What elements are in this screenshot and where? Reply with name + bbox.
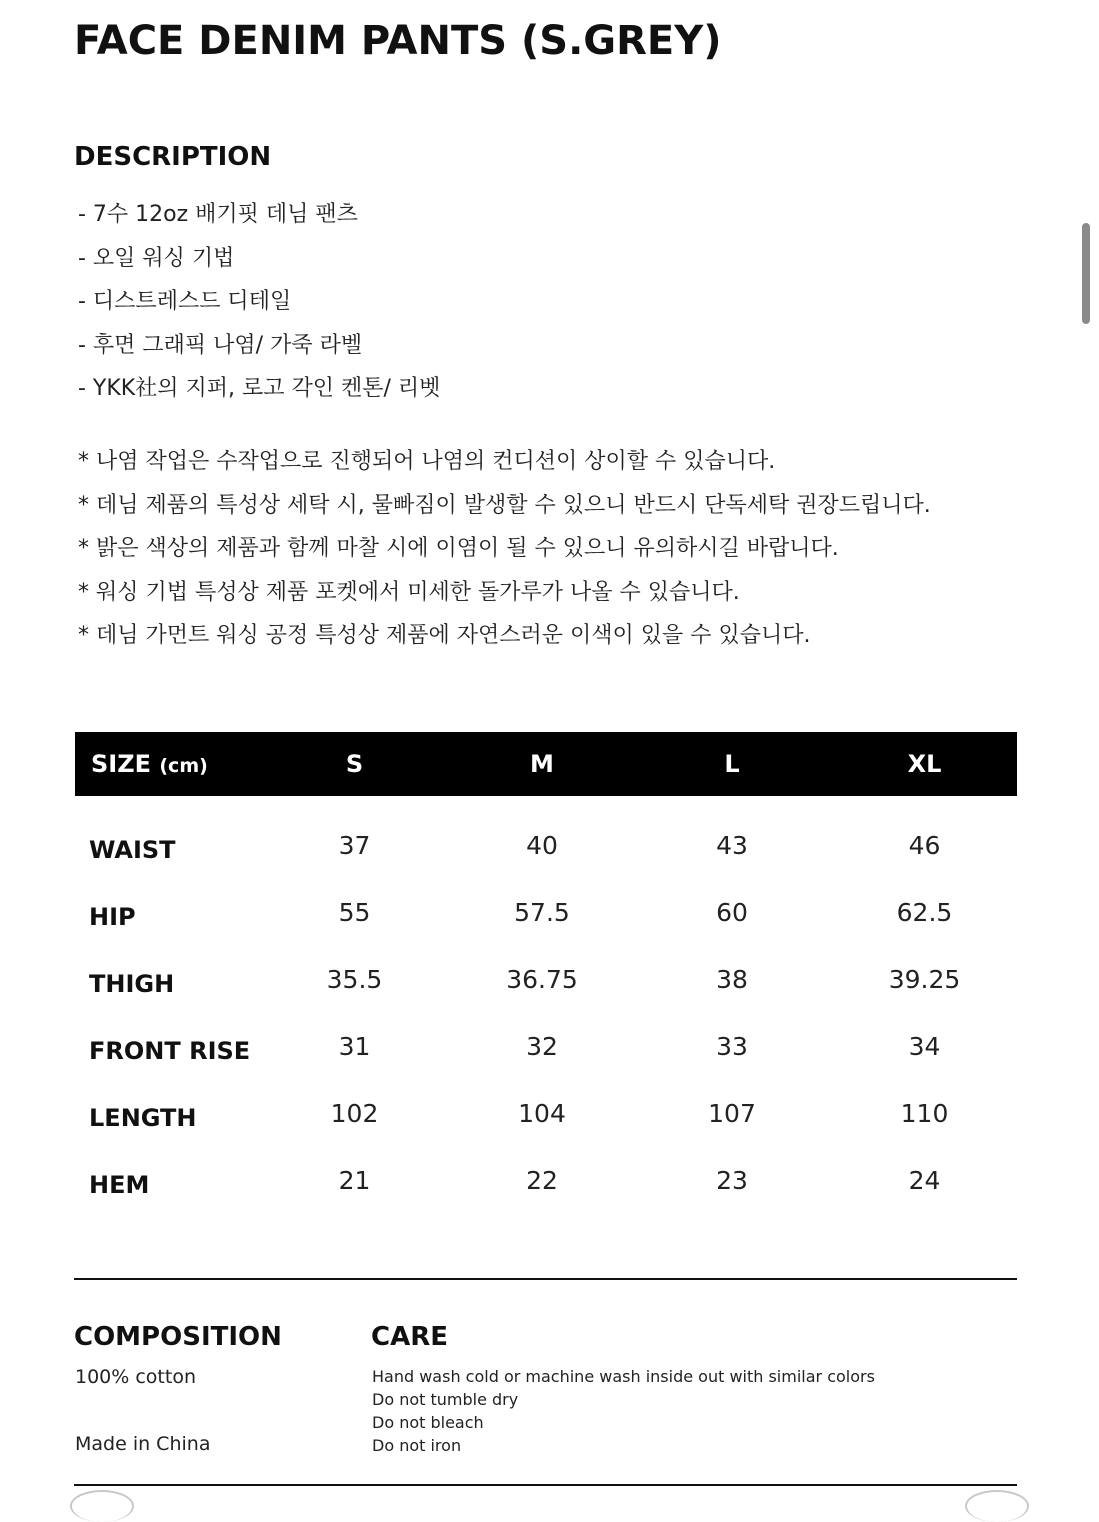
measurement-value: 107 <box>708 1099 756 1128</box>
measurement-value: 37 <box>338 831 371 860</box>
measurement-label: HIP <box>89 902 136 931</box>
composition-material: 100% cotton <box>75 1366 196 1388</box>
care-note: * 밝은 색상의 제품과 함께 마찰 시에 이염이 될 수 있으니 유의하시길 바랍니다. <box>78 536 839 561</box>
product-title: FACE DENIM PANTS (S.GREY) <box>74 18 722 64</box>
measurement-value: 33 <box>716 1032 748 1061</box>
care-instructions-list <box>372 1365 875 1457</box>
size-chart-table <box>75 732 1017 1218</box>
measurement-value: 24 <box>908 1166 941 1195</box>
measurement-label: THIGH <box>89 969 175 998</box>
care-instruction: Do not bleach <box>372 1413 484 1432</box>
table-row <box>75 1151 1017 1218</box>
measurement-value: 31 <box>338 1032 371 1061</box>
size-header-label: SIZE <box>91 750 152 778</box>
care-notes-list <box>78 444 931 662</box>
measurement-value: 34 <box>908 1032 941 1061</box>
description-item: - 후면 그래픽 나염/ 가죽 라벨 <box>78 332 363 358</box>
measurement-value: 55 <box>338 898 371 927</box>
care-instruction: Hand wash cold or machine wash inside out with similar colors <box>372 1367 875 1386</box>
section-divider <box>74 1484 1017 1486</box>
care-instruction: Do not iron <box>372 1436 462 1455</box>
measurement-value: 35.5 <box>326 965 383 994</box>
care-note: * 데님 가먼트 워싱 공정 특성상 제품에 자연스러운 이색이 있을 수 있습니다. <box>78 623 811 648</box>
country-of-origin: Made in China <box>75 1433 211 1455</box>
measurement-value: 38 <box>716 965 748 994</box>
size-chart-header-row <box>75 732 1017 796</box>
care-note: * 워싱 기법 특성상 제품 포켓에서 미세한 돌가루가 나올 수 있습니다. <box>78 579 740 605</box>
size-l-header: L <box>724 750 740 778</box>
care-note: * 나염 작업은 수작업으로 진행되어 나염의 컨디션이 상이할 수 있습니다. <box>78 449 776 474</box>
size-unit-label: (cm) <box>159 755 208 777</box>
scrollbar-thumb[interactable] <box>1082 223 1090 324</box>
size-s-header: S <box>345 750 364 778</box>
measurement-label: WAIST <box>89 835 176 864</box>
measurement-value: 32 <box>526 1032 558 1061</box>
measurement-label: LENGTH <box>89 1103 197 1132</box>
measurement-value: 21 <box>338 1166 371 1195</box>
size-column-header <box>75 732 257 796</box>
measurement-value: 46 <box>908 831 941 860</box>
description-list <box>78 196 440 414</box>
care-heading: CARE <box>371 1322 448 1352</box>
table-row <box>75 1084 1017 1151</box>
table-row <box>75 1017 1017 1084</box>
section-divider <box>74 1278 1017 1280</box>
description-item: - 오일 워싱 기법 <box>78 245 235 271</box>
description-item: - 디스트레스드 디테일 <box>78 289 292 314</box>
measurement-value: 104 <box>518 1099 566 1128</box>
nav-button-edge[interactable] <box>70 1490 134 1522</box>
size-xl-header: XL <box>907 750 942 778</box>
nav-button-edge[interactable] <box>965 1490 1029 1522</box>
measurement-value: 60 <box>716 898 748 927</box>
measurement-value: 23 <box>716 1166 748 1195</box>
table-row <box>75 883 1017 950</box>
measurement-value: 22 <box>526 1166 558 1195</box>
measurement-value: 57.5 <box>514 898 570 927</box>
measurement-value: 110 <box>900 1099 949 1128</box>
description-heading: DESCRIPTION <box>74 142 272 172</box>
table-row <box>75 816 1017 883</box>
description-item: - 7수 12oz 배기핏 데님 팬츠 <box>78 202 358 227</box>
measurement-value: 62.5 <box>896 898 953 927</box>
composition-heading: COMPOSITION <box>74 1322 282 1352</box>
measurement-value: 39.25 <box>888 965 961 994</box>
care-instruction: Do not tumble dry <box>372 1390 519 1409</box>
measurement-value: 40 <box>526 831 558 860</box>
size-m-header: M <box>530 750 554 778</box>
table-row <box>75 950 1017 1017</box>
description-item: - YKK社의 지퍼, 로고 각인 켄톤/ 리벳 <box>78 376 441 401</box>
care-note: * 데님 제품의 특성상 세탁 시, 물빠짐이 발생할 수 있으니 반드시 단독세탁 권장드립니다. <box>78 492 931 518</box>
measurement-value: 36.75 <box>506 965 578 994</box>
measurement-value: 43 <box>716 831 748 860</box>
measurement-label: FRONT RISE <box>89 1036 251 1065</box>
measurement-label: HEM <box>89 1170 150 1199</box>
measurement-value: 102 <box>330 1099 379 1128</box>
